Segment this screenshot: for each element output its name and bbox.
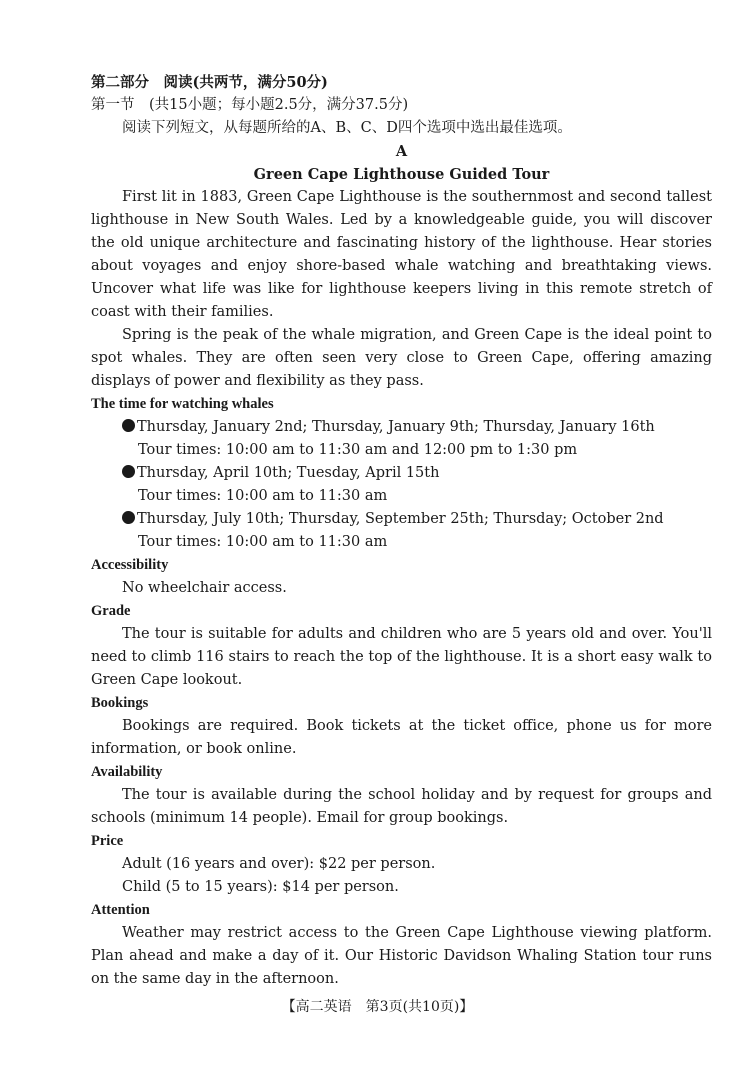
page-footer: 【高二英语 第3页(共10页)】 bbox=[281, 999, 474, 1015]
schedule-times: Tour times: 10:00 am to 11:30 am and 12:00 pm to 1:30 pm bbox=[138, 442, 578, 458]
part-heading: 第二部分 阅读(共两节，满分50分) bbox=[91, 74, 328, 91]
price-adult: Adult (16 years and over): $22 per person. bbox=[122, 856, 436, 872]
watching-heading: The time for watching whales bbox=[91, 396, 274, 412]
schedule-dates: Thursday, July 10th; Thursday, September 25th; Thursday; October 2nd bbox=[91, 508, 712, 531]
passage-title: Green Cape Lighthouse Guided Tour bbox=[253, 166, 550, 183]
schedule-dates: Thursday, April 10th; Tuesday, April 15th bbox=[91, 462, 712, 485]
bullet-icon bbox=[122, 465, 135, 478]
price-heading: Price bbox=[91, 833, 124, 849]
attention-text: Weather may restrict access to the Green Cape Lighthouse viewing platform. Plan ahead and make a day of it. Our Historic Davidson Whaling Station tour runs on the same day in the afternoon. bbox=[91, 925, 712, 987]
grade-text: The tour is suitable for adults and children who are 5 years old and over. You'll need to climb 116 stairs to reach the top of the lighthouse. It is a short easy walk to Green Cape lookout. bbox=[91, 626, 712, 688]
bookings-text: Bookings are required. Book tickets at the ticket office, phone us for more information, or book online. bbox=[91, 718, 712, 757]
attention-heading: Attention bbox=[91, 902, 150, 918]
schedule-dates: Thursday, January 2nd; Thursday, January 9th; Thursday, January 16th bbox=[91, 416, 712, 439]
intro-paragraph: First lit in 1883, Green Cape Lighthouse is the southernmost and second tallest lighthouse in New South Wales. Led by a knowledgeable guide, you will discover the old unique architecture and fascinating history of the lighthouse. Hear stories about voyages and enjoy shore-based whale watching and breathtaking views. Uncover what life was like for lighthouse keepers living in this remote stretch of coast with their families. bbox=[91, 189, 712, 320]
bullet-icon bbox=[122, 419, 135, 432]
passage-letter: A bbox=[395, 143, 408, 160]
instruction-text: 阅读下列短文，从每题所给的A、B、C、D四个选项中选出最佳选项。 bbox=[122, 120, 572, 136]
schedule-times: Tour times: 10:00 am to 11:30 am bbox=[138, 488, 388, 504]
section-heading: 第一节 (共15小题；每小题2.5分，满分37.5分) bbox=[91, 97, 409, 113]
accessibility-text: No wheelchair access. bbox=[122, 580, 287, 596]
price-child: Child (5 to 15 years): $14 per person. bbox=[122, 879, 399, 895]
schedule-times: Tour times: 10:00 am to 11:30 am bbox=[138, 534, 388, 550]
bullet-icon bbox=[122, 511, 135, 524]
accessibility-heading: Accessibility bbox=[91, 557, 169, 573]
availability-heading: Availability bbox=[91, 764, 163, 780]
bookings-heading: Bookings bbox=[91, 695, 149, 711]
intro-paragraph: Spring is the peak of the whale migration, and Green Cape is the ideal point to spot whales. They are often seen very close to Green Cape, offering amazing displays of power and flexibility as they pass. bbox=[91, 327, 712, 389]
availability-text: The tour is available during the school holiday and by request for groups and schools (minimum 14 people). Email for group bookings. bbox=[91, 787, 712, 826]
grade-heading: Grade bbox=[91, 603, 131, 619]
page-content bbox=[91, 71, 712, 991]
